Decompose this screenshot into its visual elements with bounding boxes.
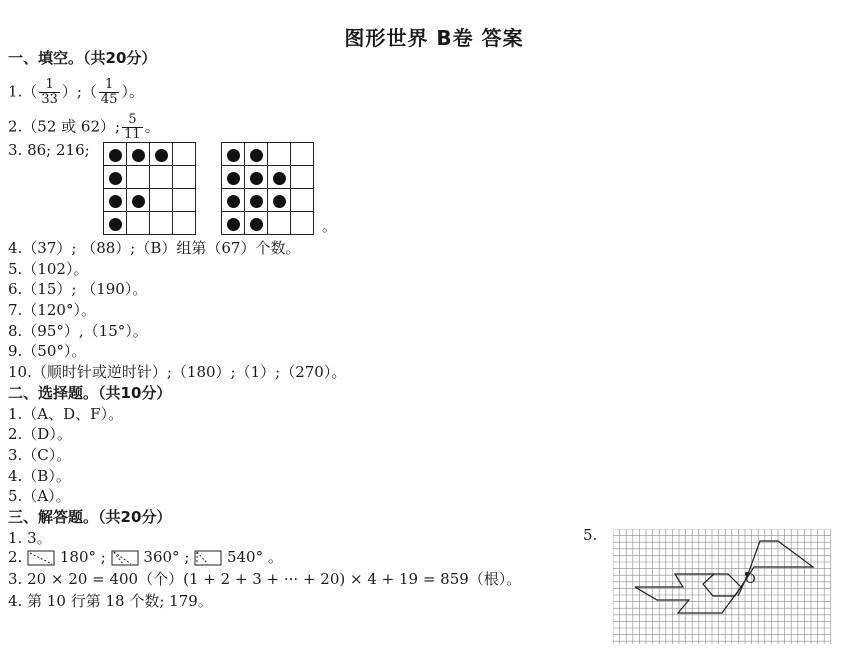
- fraction-numerator: 1: [99, 78, 120, 93]
- s3-q2-a1: 180°: [59, 548, 97, 566]
- s2-answer: 2.（D）。: [8, 425, 72, 443]
- grid-cell: [150, 189, 173, 212]
- grid-cell: [268, 189, 291, 212]
- grid-cell: [245, 212, 268, 235]
- dot-icon: [250, 195, 263, 208]
- s1-q1-mid: ）;（: [61, 82, 97, 101]
- section2-header: 二、选择题。（共10分）: [8, 384, 172, 402]
- fraction-denominator: 45: [100, 92, 118, 107]
- s1-q2: [8, 113, 160, 142]
- s2-answer: 1.（A、D、F）。: [8, 405, 124, 423]
- grid-cell: [173, 143, 196, 166]
- grid-cell: [245, 143, 268, 166]
- dot-icon: [109, 149, 122, 162]
- section1-header: 一、填空。（共20分）: [8, 49, 157, 67]
- fraction-5-11: [122, 113, 143, 142]
- dot-icon: [109, 172, 122, 185]
- hexagon-diagonals-icon: [194, 550, 222, 566]
- grid-cell: [245, 166, 268, 189]
- s1-q2-suffix: 。: [144, 117, 160, 136]
- dot-icon: [227, 149, 240, 162]
- s3-q1: 1. 3。: [8, 529, 52, 547]
- grid-cell: [268, 143, 291, 166]
- section3-header: 三、解答题。（共20分）: [8, 508, 172, 526]
- s1-q5: 5.（102）。: [8, 260, 89, 278]
- s1-q3-text: 3. 86; 216;: [8, 141, 90, 159]
- grid-cell: [245, 189, 268, 212]
- grid-cell: [291, 166, 314, 189]
- s3-q4: 4. 第 10 行第 18 个数; 179。: [8, 592, 213, 610]
- rotation-grid-figure: [613, 529, 833, 645]
- grid-cell: [173, 166, 196, 189]
- grid-cell: [150, 166, 173, 189]
- grid-cell: [104, 189, 127, 212]
- dot-icon: [109, 218, 122, 231]
- s1-q3-suffix: 。: [322, 217, 338, 235]
- fraction-denominator: 11: [124, 127, 141, 142]
- s3-q2: [8, 547, 283, 567]
- grid-cell: [268, 166, 291, 189]
- grid-cell: [150, 143, 173, 166]
- grid-cell: [127, 143, 150, 166]
- s3-q5-label: 5.: [583, 526, 598, 544]
- s1-q1: [8, 78, 144, 107]
- fraction-numerator: 1: [39, 78, 60, 93]
- page-title: 图形世界 B卷 答案: [344, 26, 524, 50]
- s3-q2-a3: 540°: [226, 548, 264, 566]
- grid-cell: [104, 143, 127, 166]
- s3-q2-suffix: 。: [267, 548, 283, 566]
- s1-q2-text: 2.（52 或 62）;: [8, 117, 121, 136]
- s2-answer: 3.（C）。: [8, 446, 72, 464]
- dot-icon: [250, 149, 263, 162]
- s3-q2-a2: 360°: [143, 548, 180, 566]
- dot-icon: [250, 218, 263, 231]
- dot-icon: [250, 172, 263, 185]
- dot-icon: [227, 172, 240, 185]
- dot-grid-2: [221, 142, 314, 235]
- parallelogram-diagonals-icon: [27, 550, 55, 566]
- s1-q1-prefix: 1.（: [8, 82, 38, 101]
- s3-q3: 3. 20 × 20 = 400（个）(1 + 2 + 3 + ··· + 20) × 4 + 19 = 859（根）。: [8, 570, 522, 588]
- pentagon-diagonals-icon: [111, 550, 139, 566]
- dot-icon: [273, 172, 286, 185]
- dot-icon: [132, 149, 145, 162]
- grid-cell: [291, 143, 314, 166]
- grid-cell: [127, 166, 150, 189]
- s1-q7: 7.（120°）。: [8, 301, 96, 319]
- fraction-denominator: 33: [41, 92, 58, 107]
- grid-cell: [291, 212, 314, 235]
- grid-cell: [222, 189, 245, 212]
- grid-cell: [291, 189, 314, 212]
- grid-cell: [127, 212, 150, 235]
- dot-icon: [273, 195, 286, 208]
- s1-q1-suffix: ）。: [121, 82, 144, 101]
- dot-grid-1: [103, 142, 196, 235]
- grid-cell: [268, 212, 291, 235]
- s3-q2-sep2: ;: [184, 548, 190, 566]
- s3-q2-prefix: 2.: [8, 548, 23, 566]
- grid-cell: [173, 212, 196, 235]
- fraction-1-33: [39, 78, 60, 107]
- grid-cell: [127, 189, 150, 212]
- rotation-center-label: O: [745, 572, 756, 587]
- fraction-numerator: 5: [122, 113, 143, 128]
- s1-q10: 10.（顺时针或逆时针）;（180）;（1）;（270）。: [8, 363, 347, 381]
- s2-answer: 5.（A）。: [8, 487, 71, 505]
- s2-answer: 4.（B）。: [8, 467, 71, 485]
- s1-q6: 6.（15）; （190）。: [8, 280, 148, 298]
- dot-icon: [155, 149, 168, 162]
- grid-cell: [104, 212, 127, 235]
- s1-q9: 9.（50°）。: [8, 342, 87, 360]
- fraction-1-45: [99, 78, 120, 107]
- dot-icon: [132, 195, 145, 208]
- grid-cell: [222, 143, 245, 166]
- grid-cell: [104, 166, 127, 189]
- grid-cell: [222, 166, 245, 189]
- grid-cell: [173, 189, 196, 212]
- s3-q2-sep1: ;: [100, 548, 106, 566]
- dot-icon: [227, 218, 240, 231]
- grid-cell: [150, 212, 173, 235]
- s1-q8: 8.（95°）,（15°）。: [8, 322, 148, 340]
- grid-cell: [222, 212, 245, 235]
- dot-icon: [227, 195, 240, 208]
- s1-q4: 4.（37）; （88）;（B）组第（67）个数。: [8, 239, 301, 257]
- dot-icon: [109, 195, 122, 208]
